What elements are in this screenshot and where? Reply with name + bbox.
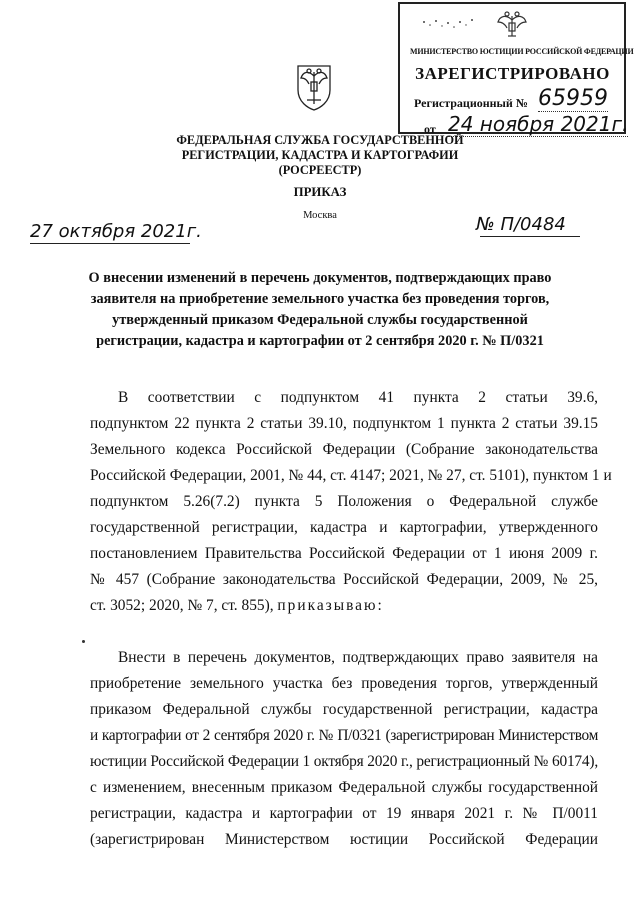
agency-name-line2: РЕГИСТРАЦИИ, КАДАСТРА И КАРТОГРАФИИ	[181, 148, 459, 162]
subject-line: О внесении изменений в перечень документов, подтверждающих право	[88, 270, 552, 286]
order-date: 27 октября 2021г.	[30, 221, 202, 242]
stamp-date-label: от	[424, 122, 436, 136]
margin-mark	[82, 640, 85, 643]
agency-name-line1: ФЕДЕРАЛЬНАЯ СЛУЖБА ГОСУДАРСТВЕННОЙ	[176, 133, 464, 147]
stamp-date-value: 24 ноября 2021г.	[448, 112, 629, 136]
body-line: с изменением, внесенным приказом Федеральной службы государственной	[90, 779, 598, 796]
body-line	[90, 593, 598, 619]
body-line: приказом Федеральной службы государственной регистрации, кадастра	[90, 701, 598, 718]
registration-stamp	[398, 2, 634, 136]
double-headed-eagle-icon	[495, 10, 529, 40]
order-number: № П/0484	[476, 214, 566, 235]
stamp-regno-label: Регистрационный №	[414, 96, 528, 110]
body-line: № 457 (Собрание законодательства Российской Федерации, 2009, № 25,	[90, 571, 598, 588]
stamp-noise-marks	[420, 16, 480, 32]
body-line: Земельного кодекса Российской Федерации (Собрание законодательства	[90, 441, 598, 458]
subject-line: регистрации, кадастра и картографии от 2 сентября 2020 г. № П/0321	[96, 333, 544, 349]
body-line: Внести в перечень документов, подтверждающих право заявителя на	[118, 649, 598, 666]
body-line: В соответствии с подпунктом 41 пункта 2 статьи 39.6,	[118, 389, 598, 406]
subject-line: утвержденный приказом Федеральной службы государственной	[112, 312, 528, 328]
body-line: (зарегистрирован Министерством юстиции Российской Федерации	[90, 831, 598, 848]
body-line: подпунктом 5.26(7.2) пункта 5 Положения о Федеральной службе	[90, 493, 598, 510]
stamp-registered-status: ЗАРЕГИСТРИРОВАНО	[415, 64, 610, 83]
body-line-text: ст. 3052; 2020, № 7, ст. 855),	[90, 597, 274, 614]
stamp-regno-value: 65959	[538, 86, 608, 111]
agency-name-line3: (РОСРЕЕСТР)	[278, 163, 362, 177]
russian-coat-of-arms-icon	[292, 60, 336, 112]
body-line: государственной регистрации, кадастра и картографии, утвержденного	[90, 519, 598, 536]
body-line: постановлением Правительства Российской Федерации от 1 июня 2009 г.	[90, 545, 598, 562]
body-line: подпунктом 22 пункта 2 статьи 39.10, подпунктом 1 пункта 2 статьи 39.15	[90, 415, 598, 432]
subject-line: заявителя на приобретение земельного участка без проведения торгов,	[90, 291, 550, 307]
body-line: Российской Федерации, 2001, № 44, ст. 4147; 2021, № 27, ст. 5101), пунктом 1 и	[90, 467, 612, 484]
body-line: и картографии от 2 сентября 2020 г. № П/0321 (зарегистрирован Министерством	[90, 727, 598, 744]
body-line: приобретение земельного участка без проведения торгов, утвержденный	[90, 675, 598, 692]
order-title: ПРИКАЗ	[293, 185, 347, 199]
stamp-ministry: МИНИСТЕРСТВО ЮСТИЦИИ РОССИЙСКОЙ ФЕДЕРАЦИИ	[410, 47, 634, 56]
order-word: приказываю:	[277, 597, 384, 614]
city: Москва	[303, 210, 337, 221]
body-line: регистрации, кадастра и картографии от 19 января 2021 г. № П/0011	[90, 805, 598, 822]
order-date-underline	[30, 243, 190, 244]
order-number-underline	[480, 236, 580, 237]
body-line: юстиции Российской Федерации 1 октября 2020 г., регистрационный № 60174),	[90, 753, 598, 770]
